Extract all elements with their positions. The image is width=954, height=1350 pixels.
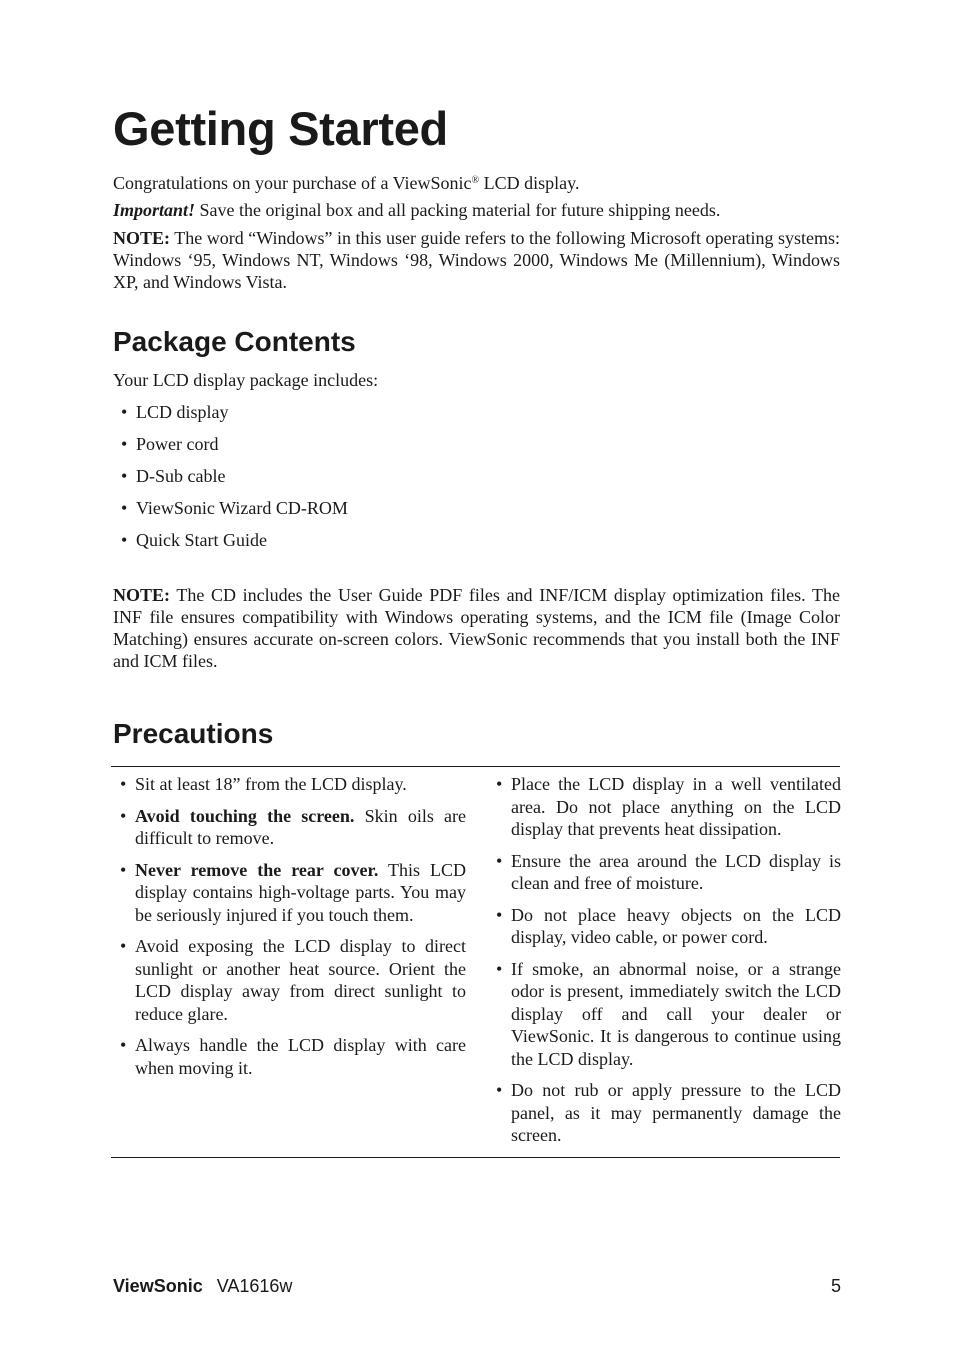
footer-brand: ViewSonic [113, 1276, 203, 1296]
list-item: • D-Sub cable [113, 465, 348, 497]
note-body: The word “Windows” in this user guide refers to the following Microsoft operating systems: Windows ‘95, Windows NT, Windows ‘98, Windows 2000, Windows Me (Millennium), Windows XP, and Windows Vista. [113, 228, 840, 292]
precautions-right-column [496, 773, 841, 1156]
list-item: • Always handle the LCD display with care when moving it. [120, 1034, 466, 1079]
important-label: Important! [113, 200, 196, 220]
list-item: • Sit at least 18” from the LCD display. [120, 773, 466, 796]
windows-note [113, 227, 840, 293]
package-intro: Your LCD display package includes: [113, 370, 379, 390]
precautions-table [111, 766, 840, 1158]
package-list [113, 401, 348, 561]
list-item: • LCD display [113, 401, 348, 433]
list-item: • Avoid exposing the LCD display to direct sunlight or another heat source. Orient the LCD display away from direct sunlight to reduce glare. [120, 935, 466, 1025]
footer-model: VA1616w [216, 1276, 293, 1296]
list-item: • Place the LCD display in a well ventilated area. Do not place anything on the LCD display that prevents heat dissipation. [496, 773, 841, 841]
congratulations-text [113, 172, 840, 194]
list-item: • Quick Start Guide [113, 529, 348, 561]
list-item: • Do not rub or apply pressure to the LCD panel, as it may permanently damage the screen. [496, 1079, 841, 1147]
note-label: NOTE: [113, 585, 171, 605]
page-footer [113, 1276, 841, 1297]
note-label: NOTE: [113, 228, 171, 248]
congrats-text-after: LCD display. [479, 173, 580, 193]
list-item: • Never remove the rear cover. This LCD display contains high-voltage parts. You may be seriously injured if you touch them. [120, 859, 466, 927]
package-contents-heading: Package Contents [113, 326, 356, 357]
list-item: • ViewSonic Wizard CD-ROM [113, 497, 348, 529]
list-item: • Ensure the area around the LCD display is clean and free of moisture. [496, 850, 841, 895]
registered-mark: ® [471, 175, 480, 186]
note-body: The CD includes the User Guide PDF files and INF/ICM display optimization files. The INF file ensures compatibility with Windows operating systems, and the ICM file (Image Color Matching) ensures accurate on-screen colors. ViewSonic recommends that you install both the INF and ICM files. [113, 585, 840, 671]
list-item: • Avoid touching the screen. Skin oils are difficult to remove. [120, 805, 466, 850]
page-title: Getting Started [113, 102, 448, 155]
precautions-left-column [120, 773, 466, 1088]
page-number: 5 [830, 1276, 841, 1296]
important-text [113, 199, 840, 221]
list-item: • If smoke, an abnormal noise, or a strange odor is present, immediately switch the LCD display off and call your dealer or ViewSonic. It is dangerous to continue using the LCD display. [496, 958, 841, 1071]
precautions-heading: Precautions [113, 718, 274, 749]
cd-note [113, 584, 840, 672]
important-body: Save the original box and all packing material for future shipping needs. [195, 200, 721, 220]
congrats-text-before: Congratulations on your purchase of a ViewSonic [113, 173, 472, 193]
list-item: • Do not place heavy objects on the LCD display, video cable, or power cord. [496, 904, 841, 949]
list-item: • Power cord [113, 433, 348, 465]
